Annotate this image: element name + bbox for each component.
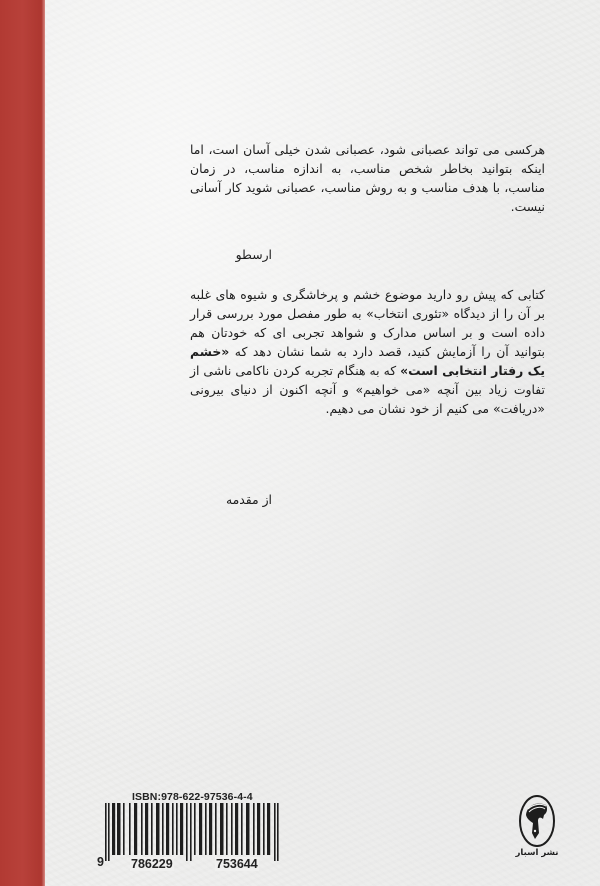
barcode-lead-digit: 9 (97, 855, 104, 869)
intro-text-part1: کتابی که پیش رو دارید موضوع خشم و پرخاشگری و شیوه های غلبه بر آن را از دیدگاه «تئوری انتخاب» به طور مفصل مورد بررسی قرار داده است و بر اساس مدارک و شواهد تجربی ای که خودتان هم بتوانید آن را آزمایش کنید، قصد دارد به شما نشان دهد که (190, 287, 545, 359)
red-spine-band (0, 0, 45, 886)
barcode-left-digits: 786229 (131, 857, 173, 871)
quote-text: هرکسی می تواند عصبانی شود، عصبانی شدن خیلی آسان است، اما اینکه بتوانید بخاطر شخص مناسب، به اندازه مناسب، در زمان مناسب، با هدف مناسب و به روش مناسب، عصبانی شوید کار آسانی نیست. (190, 142, 545, 214)
excerpt-source: از مقدمه (225, 492, 272, 507)
barcode-icon (105, 803, 280, 863)
intro-bold-phrase: «خشم یک رفتار انتخابی است» (190, 344, 545, 378)
introduction-excerpt (190, 285, 545, 418)
isbn-label: ISBN:978-622-97536-4-4 (132, 791, 253, 803)
aristotle-quote (190, 140, 545, 216)
publisher-name: نشر اسبار (515, 848, 559, 858)
intro-text-part2: که به هنگام تجربه کردن ناکامی ناشی از تفاوت زیاد بین آنچه «می خواهیم» و آنچه اکنون از دنیای بیرونی «دریافت» می کنیم از خود نشان می دهیم. (190, 363, 545, 416)
publisher-logo-icon (517, 793, 557, 849)
quote-attribution: ارسطو (235, 247, 272, 262)
barcode-right-digits: 753644 (216, 857, 258, 871)
